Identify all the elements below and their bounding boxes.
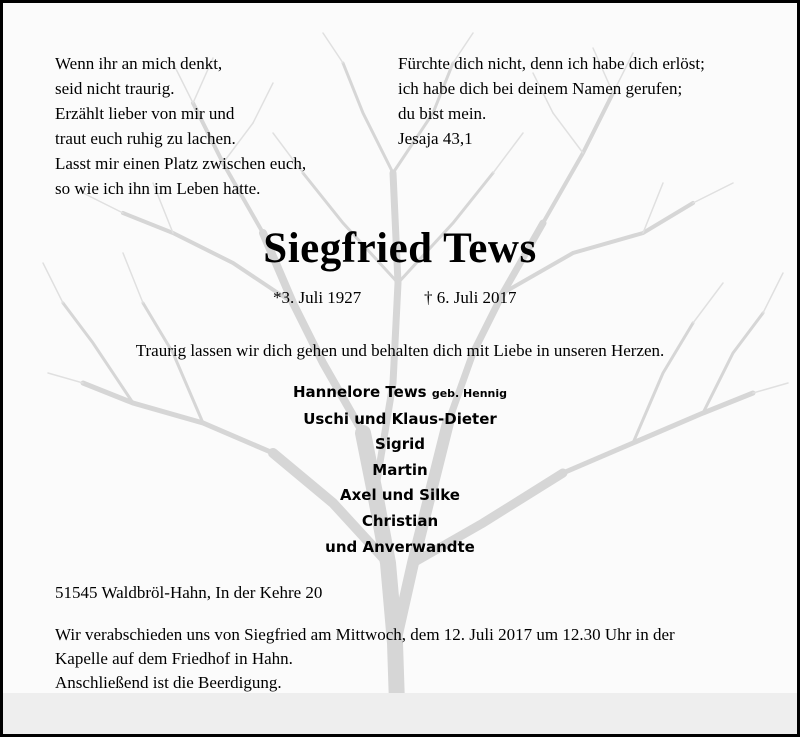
verse-reference: Jesaja 43,1 <box>398 129 473 148</box>
address: 51545 Waldbröl-Hahn, In der Kehre 20 <box>55 583 323 602</box>
poem-line: so wie ich ihn im Leben hatte. <box>55 179 261 198</box>
family-member: Uschi und Klaus-Dieter <box>303 409 497 428</box>
funeral-info <box>55 623 675 695</box>
family-list <box>3 380 797 560</box>
poem-line: Wenn ihr an mich denkt, <box>55 54 223 73</box>
mourning-sentence: Traurig lassen wir dich gehen und behalten dich mit Liebe in unseren Herzen. <box>135 341 665 360</box>
bible-verse <box>398 51 705 151</box>
verse-line: du bist mein. <box>398 104 487 123</box>
family-member <box>3 380 797 407</box>
deceased-name: Siegfried Tews <box>263 225 537 272</box>
maiden-name: geb. Hennig <box>431 387 508 400</box>
poem-line: traut euch ruhig zu lachen. <box>55 129 236 148</box>
funeral-line: Wir verabschieden uns von Siegfried am Mittwoch, dem 12. Juli 2017 um 12.30 Uhr in der <box>55 625 675 644</box>
verse-line: ich habe dich bei deinem Namen gerufen; <box>398 79 683 98</box>
family-member: Martin <box>372 460 428 479</box>
poem-left <box>55 51 306 201</box>
poem-line: Erzählt lieber von mir und <box>55 104 235 123</box>
funeral-line: Anschließend ist die Beerdigung. <box>55 673 282 692</box>
family-member: und Anverwandte <box>325 537 475 556</box>
family-member: Axel und Silke <box>340 486 460 505</box>
death-date: † 6. Juli 2017 <box>424 288 517 307</box>
poem-line: seid nicht traurig. <box>55 79 175 98</box>
family-member: Sigrid <box>375 435 425 454</box>
notice-content <box>3 3 797 734</box>
birth-date: *3. Juli 1927 <box>273 288 362 307</box>
family-member: Christian <box>361 511 439 530</box>
funeral-line: Kapelle auf dem Friedhof in Hahn. <box>55 649 293 668</box>
poem-line: Lasst mir einen Platz zwischen euch, <box>55 154 307 173</box>
verse-line: Fürchte dich nicht, denn ich habe dich erlöst; <box>398 54 705 73</box>
family-member-name: Hannelore Tews <box>292 383 427 401</box>
